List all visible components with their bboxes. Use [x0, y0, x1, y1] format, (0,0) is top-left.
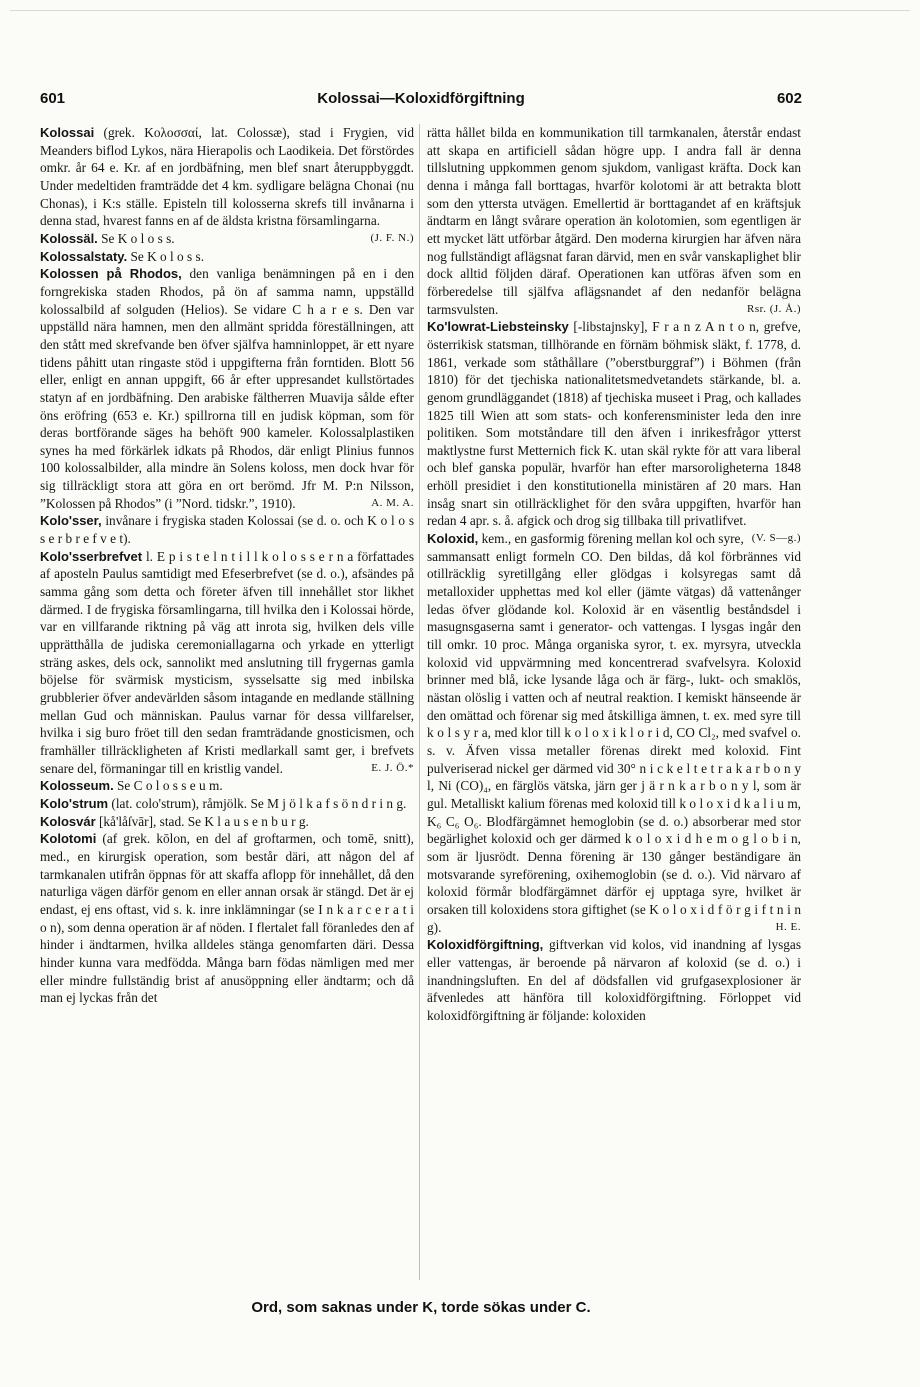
- entry-headword: Kolossen på Rhodos,: [40, 266, 182, 282]
- page-header: [40, 90, 802, 112]
- entry-headword: Kolo'sser,: [40, 513, 102, 529]
- dictionary-entry: [40, 830, 414, 1007]
- dictionary-entry: [40, 813, 414, 831]
- entry-headword: Ko'lowrat-Liebsteinsky: [427, 319, 569, 335]
- entry-text: giftverkan vid kolos, vid inandning af lysgas eller vattengas, är beroende på närvaron af koloxid (se d. o.) i inandningsluften. En del af dödsfallen vid grufgasexplosioner är äfvenledes att hänföra till koloxidförgiftning. Förloppet vid koloxidförgiftning är följande: koloxiden: [427, 937, 801, 1023]
- page-number-right: 602: [776, 90, 802, 107]
- dictionary-entry: [40, 512, 414, 547]
- page-number-left: 601: [40, 90, 66, 107]
- column-divider: [419, 124, 420, 1280]
- dictionary-entry: [40, 248, 414, 266]
- dictionary-entry: [40, 548, 414, 778]
- entry-text: (af grek. kōlon, en del af groftarmen, och tomē, snitt), med., en kirurgisk operation, som består däri, att någon del af tarmkanalen utifrån öppnas för att skaffa aflopp för innehållet, då den naturliga vägen därför genom en eller annan orsak är stängd. Det är ej endast, ej ens oftast, vid s. k. inre inklämningar (se I n k a r c e r a t i o n), som denna operation är af nöden. I flertalet fall föranledes den af hinder i ändtarmen, hvilka alldeles stänga genomfarten däri. Dessa hinder kunna vara medfödda. Många barn födas nämligen med mer eller mindre fullständig brist af anusöppning eller ändtarm; och då man ej lyckas från det: [40, 831, 414, 1006]
- author-signature: H. E.: [775, 920, 801, 933]
- dictionary-entry: [40, 777, 414, 795]
- entry-text: Se K o l o s s.: [127, 248, 205, 264]
- entry-headword: Kolo'strum: [40, 795, 109, 811]
- page-footer-note: Ord, som saknas under K, torde sökas under C.: [251, 1299, 591, 1316]
- entry-text: l. E p i s t e l n t i l l k o l o s s e r n a författades af aposteln Paulus samtidigt med Efeserbrefvet (se d. o.), afsändes på samma gång som detta och företer äfven till innehållet stor likhet därmed. I de frygiska församlingarna, till hvilka den i Kolossai hörde, var en villfarande riktning på väg att inrota sig, hvilken dels ville upprätthålla de judiska ceremoniallagarna och yrkade en ytterligt sträng askes, dels ock, sannolikt med anslutning till frygernas gamla böjelse för svärmisk mysticism, sysselsatte sig med inbilska grubblerier öfver andevärlden såsom intagande en medlande ställning mellan Gud och människan. Paulus varnar för dessa villfarelser, hvilka i sig buro fröet till den sedan framträdande gnosticismen, och framhäller tillräckligheten af Kristi medlarkall samt ger, i brefvets senare del, förmaningar till en kristlig vandel.: [40, 548, 414, 776]
- entry-headword: Kolossäl.: [40, 230, 98, 246]
- entry-text: kem., en gasformig förening mellan kol och syre, sammansatt enligt formeln CO. Den bildas, då kol förbrännes vid otillräcklig syretillgång eller glödgas i kolsyregas samt då metalloxider upphettas med kol eller (jämte vätgas) då vattenånger ledas öfver glödande kol. Koloxid är en väsentlig beståndsdel i masugnsgaserna samt i generator- och vattengas. I lysgas ingår den till omkr. 10 proc. Många organiska syror, t. ex. myrsyra, utveckla koloxid vid uppvärmning med koncentrerad svafvelsyra. Koloxid brinner med blå, icke lysande låga och är färg-, lukt- och smaklös, nästan olöslig i vatten och af neutral reaktion. I kemiskt hänseende är den omättad och förenar sig med åtskilliga ämnen, t. ex. med syre till k o l s y r a, med klor till k o l o x i k l o r i d, CO Cl₂, med svafvel o. s. v. Äfven vissa metaller förenas direkt med koloxid. Fint pulveriserad nickel ger därmed vid 30° n i c k e l t e t r a k a r b o n y l, Ni (CO)₄, en färglös vätska, järn ger j ä r n k a r b o n y l, som är gul. Metalliskt kalium förenas med koloxid till k o l o x i d k a l i u m, K₆ C₆ O₆. Blodfärgämnet hemoglobin (se d. o.) absorberar med stor begärlighet koloxid och ger därmed k o l o x i d h e m o g l o b i n, som är ljusrödt. Denna förening är 130 gånger beständigare än motsvarande syreförening, oxihemoglobin (se d. o.). Vid närvaro af koloxid förmår blodfärgämnet därför ej upptaga syre, hvilket är orsaken till koloxidens stora giftighet (se K o l o x i d f ö r g i f t n i n g).: [427, 531, 801, 935]
- dictionary-entry: [40, 230, 414, 248]
- entry-headword: Koloxidförgiftning,: [427, 937, 544, 953]
- author-signature: Rsr. (J. Å.): [747, 302, 801, 315]
- dictionary-entry: [427, 936, 801, 1024]
- dictionary-entry: [40, 265, 414, 512]
- entry-text: Se K o l o s s.: [97, 230, 175, 246]
- right-column: [427, 124, 801, 1024]
- entry-headword: Kolotomi: [40, 831, 97, 847]
- entry-headword: Kolosvár: [40, 813, 96, 829]
- author-signature: (V. S—g.): [751, 532, 801, 545]
- author-signature: (J. F. N.): [370, 231, 414, 244]
- entry-text: Se C o l o s s e u m.: [113, 778, 223, 794]
- entry-headword: Kolossai: [40, 125, 95, 140]
- entry-text: (lat. colo'strum), råmjölk. Se M j ö l k a f s ö n d r i n g.: [108, 795, 407, 811]
- entry-headword: Kolosseum.: [40, 778, 114, 794]
- entry-text: (grek. Κολοσσαί, lat. Colossæ), stad i Frygien, vid Meanders biflod Lykos, nära Hierapolis och Laodikeia. Det förstördes omkr. år 64 e. Kr. af en jordbäfning, men blef snart återuppbyggdt. Under medeltiden framträdde det 4 km. sydligare belägna Chonai (nu Chonas), i K:s ställe. Episteln till kolosserna skrefs till invånarna i denna stad, hvarest fanns en af de äldsta kristna församlingarna.: [40, 125, 414, 229]
- entry-text: invånare i frygiska staden Kolossai (se d. o. och K o l o s s e r b r e f v e t).: [40, 513, 414, 547]
- entry-text: [-libstajnsky], F r a n z A n t o n, grefve, österrikisk statsman, tillhörande en förnäm böhmisk släkt, f. 1778, d. 1861, verkade som ståthållare (”oberstburggraf”) i Böhmen (från 1810) för det tjechiska nationalitetsmedvetandets stärkande, bl. a. genom grundläggandet (1818) af tjechiska museet i Prag, och kallades 1825 till Wien att som stats- och konferensminister leda den inre politiken. Som motståndare till den äfven i inrikesfrågor ytterst maktlystne furst Metternich fick K. utan skäl rykte för att vara liberal och blef ganska populär, hvarför han efter marsoroligheterna 1848 erhöll presidiet i den konstitutionella ministären af 20 mars. Han insåg snart sin otillräcklighet för den svåra uppgiften, hvarför han redan 4 apr. s. å. afgick och drog sig tillbaka till privatlifvet.: [427, 319, 801, 529]
- entry-headword: Kolossalstaty.: [40, 248, 128, 264]
- entry-headword: Kolo'sserbrefvet: [40, 548, 143, 564]
- author-signature: E. J. Ö.*: [371, 761, 414, 774]
- entry-headword: Koloxid,: [427, 531, 479, 547]
- left-column: [40, 124, 414, 1007]
- dictionary-entry: [427, 530, 801, 936]
- entry-text: den vanliga benämningen på en i den forngrekiska staden Rhodos, på ön af samma namn, uppställd kolossalbild af solguden (Helios). Se vidare C h a r e s. Den var uppställd nära hamnen, men den allmänt spridda föreställningen, att den stått med skrefvande ben öfver själfva hamninloppet, är ett nyare tidens påhitt utan ringaste stöd i uppgifterna från forntiden. Blott 56 eller, enligt en annan uppgift, 66 år efter uppresandet kullstörtades statyn af en jordbäfning. Den arabiske fältherren Muavija sålde efter öns eröfring (653 e. Kr.) spillrorna till en judisk köpman, som för deras bortförande säges ha behöft 900 kameler. Kolossalplastiken synes ha med förkärlek idkats på Rhodos, där enligt Plinius funnos 100 kolossalbilder, alla mindre än Solens koloss, men dock hvar för sig tillräckligt stora att göra en ort berömd. Jfr M. P:n Nilsson, ”Kolossen på Rhodos” (i ”Nord. tidskr.”, 1910).: [40, 266, 414, 511]
- entry-text: rätta hållet bilda en kommunikation till tarmkanalen, återstår endast att skapa en artificiell sådan högre upp. I andra fall är denna tillslutning uppkommen genom sjukdom, vanligast kräfta. Dock kan denna i många fall borttagas, hvarför kolotomi är att betrakta blott som den yttersta utvägen. Emellertid är borttagandet af en kräftsjuk ändtarm en långt svårare operation än kolotomien, som egentligen är ett mycket lätt utförbar åtgärd. Den moderna kirurgien har äfven nära nog fullständigt aflägsnat faran därvid, men en svår vanskaplighet blir dock alltid följden däraf. Operationen kan utföras äfven som en förberedelse till själfva aflägsnandet af den nedanför belägna tarmsvulsten.: [427, 125, 801, 317]
- scan-edge-line: [10, 10, 910, 11]
- dictionary-entry: [40, 795, 414, 813]
- running-title: Kolossai—Koloxidförgiftning: [317, 90, 525, 107]
- author-signature: A. M. A.: [371, 496, 414, 509]
- entry-text: [kå'låſvār], stad. Se K l a u s e n b u r g.: [95, 813, 309, 829]
- dictionary-entry: [427, 124, 801, 318]
